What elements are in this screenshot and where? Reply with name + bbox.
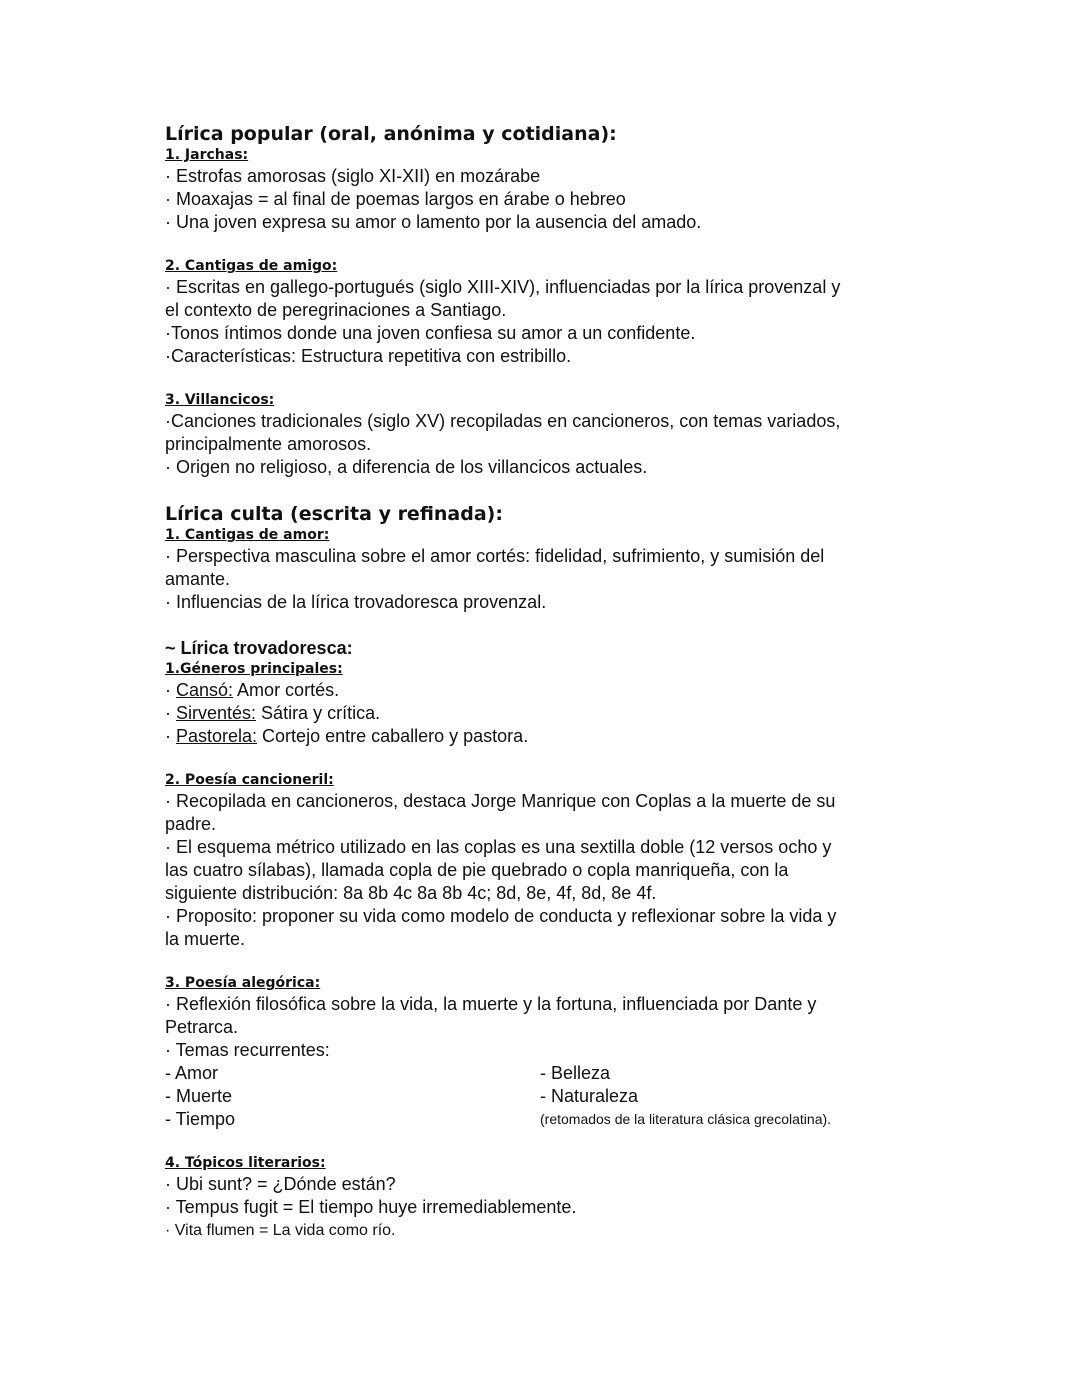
- text-line: · Perspectiva masculina sobre el amor cortés: fidelidad, sufrimiento, y sumisión del: [165, 546, 825, 566]
- theme-item: - Naturaleza: [540, 1086, 639, 1106]
- document-page: [165, 122, 925, 1242]
- theme-item: - Belleza: [540, 1063, 611, 1083]
- text-line: · Estrofas amorosas (siglo XI-XII) en mozárabe: [165, 166, 541, 186]
- subheading-villancicos: 3. Villancicos:: [165, 392, 275, 408]
- genre-term: Sirventés:: [176, 703, 257, 723]
- themes-columns: [165, 1062, 925, 1131]
- text-line: · Tempus fugit = El tiempo huye irremediablemente.: [165, 1197, 577, 1217]
- text-line: Petrarca.: [165, 1017, 239, 1037]
- text-line: las cuatro sílabas), llamada copla de pie quebrado o copla manriqueña, con la: [165, 860, 789, 880]
- subheading-jarchas: 1. Jarchas:: [165, 147, 249, 163]
- themes-note: (retomados de la literatura clásica grecolatina).: [540, 1111, 832, 1127]
- spacer: [165, 479, 925, 502]
- text-line: · El esquema métrico utilizado en las coplas es una sextilla doble (12 versos ocho y: [165, 837, 832, 857]
- spacer: [165, 748, 925, 771]
- text-line: la muerte.: [165, 929, 246, 949]
- text-line: principalmente amorosos.: [165, 434, 372, 454]
- subheading-cantigas-amigo: 2. Cantigas de amigo:: [165, 258, 338, 274]
- text-line: ·Canciones tradicionales (siglo XV) recopiladas en cancioneros, con temas variados,: [165, 411, 841, 431]
- text-line: · Proposito: proponer su vida como modelo de conducta y reflexionar sobre la vida y: [165, 906, 837, 926]
- text-line: el contexto de peregrinaciones a Santiago.: [165, 300, 507, 320]
- theme-item: - Tiempo: [165, 1109, 236, 1129]
- text-line: · Temas recurrentes:: [165, 1040, 330, 1060]
- text-line: ·Características: Estructura repetitiva con estribillo.: [165, 346, 572, 366]
- subheading-topicos-literarios: 4. Tópicos literarios:: [165, 1155, 326, 1171]
- section-title-lirica-culta: Lírica culta (escrita y refinada):: [165, 503, 503, 525]
- text-line: siguiente distribución: 8a 8b 4c 8a 8b 4c; 8d, 8e, 4f, 8d, 8e 4f.: [165, 883, 657, 903]
- genre-line-sirventes: · Sirventés: Sátira y crítica.: [165, 703, 381, 723]
- text-line: · Reflexión filosófica sobre la vida, la muerte y la fortuna, influenciada por Dante y: [165, 994, 817, 1014]
- text-line: padre.: [165, 814, 217, 834]
- spacer: [165, 1131, 925, 1154]
- genre-line-pastorela: · Pastorela: Cortejo entre caballero y pastora.: [165, 726, 529, 746]
- spacer: [165, 368, 925, 391]
- spacer: [165, 614, 925, 637]
- text-line: · Influencias de la lírica trovadoresca provenzal.: [165, 592, 547, 612]
- spacer: [165, 234, 925, 257]
- spacer: [165, 951, 925, 974]
- section-title-lirica-popular: Lírica popular (oral, anónima y cotidiana):: [165, 123, 617, 145]
- text-line: · Origen no religioso, a diferencia de los villancicos actuales.: [165, 457, 648, 477]
- subheading-generos: 1.Géneros principales:: [165, 661, 343, 677]
- text-line: amante.: [165, 569, 231, 589]
- text-line: · Vita flumen = La vida como río.: [165, 1222, 396, 1239]
- subheading-cantigas-amor: 1. Cantigas de amor:: [165, 527, 330, 543]
- subheading-poesia-cancioneril: 2. Poesía cancioneril:: [165, 772, 334, 788]
- theme-item: - Amor: [165, 1063, 219, 1083]
- genre-line-canso: · Cansó: Amor cortés.: [165, 680, 340, 700]
- text-line: · Escritas en gallego-portugués (siglo XIII-XIV), influenciadas por la lírica provenzal y: [165, 277, 841, 297]
- text-line: · Moaxajas = al final de poemas largos en árabe o hebreo: [165, 189, 626, 209]
- themes-column-left: [165, 1062, 540, 1131]
- genre-term: Cansó:: [176, 680, 234, 700]
- text-line: · Una joven expresa su amor o lamento por la ausencia del amado.: [165, 212, 702, 232]
- text-line: · Ubi sunt? = ¿Dónde están?: [165, 1174, 396, 1194]
- text-line: ·Tonos íntimos donde una joven confiesa su amor a un confidente.: [165, 323, 696, 343]
- themes-column-right: [540, 1062, 925, 1131]
- subheading-lirica-trovadoresca: ~ Lírica trovadoresca:: [165, 638, 353, 658]
- theme-item: - Muerte: [165, 1086, 233, 1106]
- genre-term: Pastorela:: [176, 726, 258, 746]
- subheading-poesia-alegorica: 3. Poesía alegórica:: [165, 975, 321, 991]
- text-line: · Recopilada en cancioneros, destaca Jorge Manrique con Coplas a la muerte de su: [165, 791, 836, 811]
